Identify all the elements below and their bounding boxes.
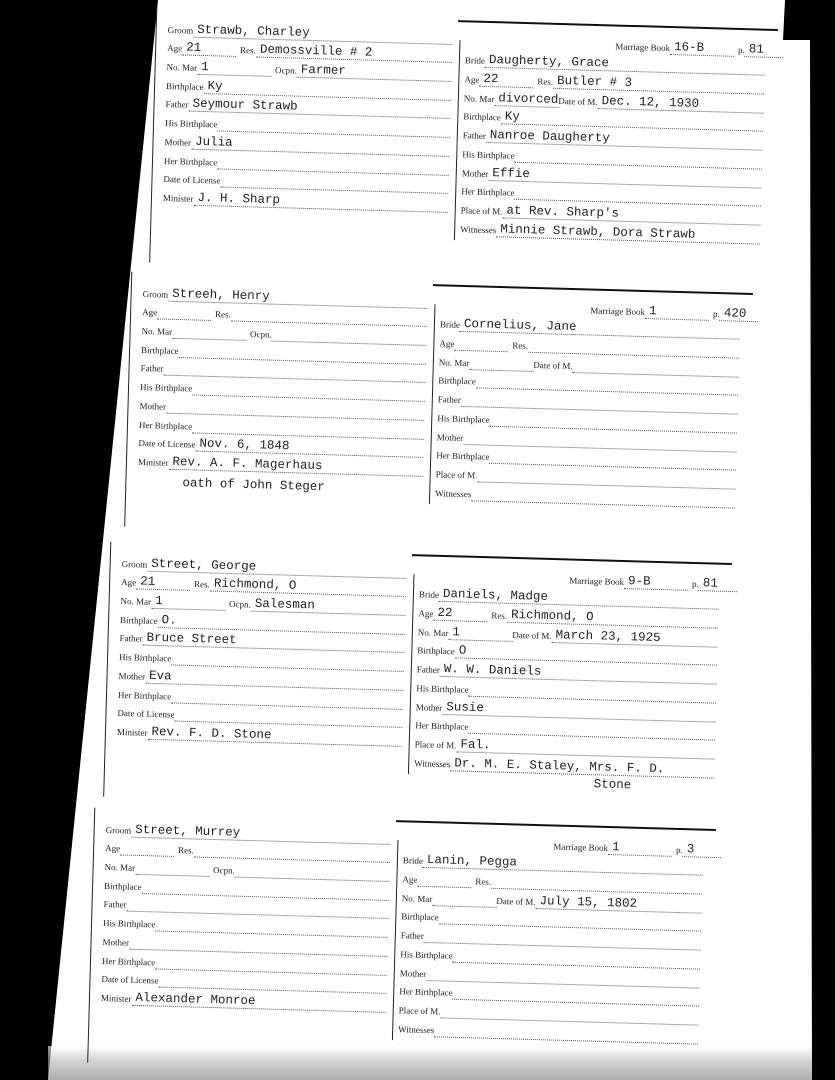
field-label: Witnesses [398, 1023, 435, 1035]
field-label: Mother [436, 431, 464, 443]
field-value-mother: Effie [488, 166, 762, 189]
field-value-place-of-m: Fal. [456, 737, 715, 759]
field-label: Birthplace [401, 911, 439, 923]
field-value-ocpn: Salesman [251, 597, 406, 616]
field-label: Her Birthplace [117, 689, 172, 701]
field-value-age: 21 [136, 575, 190, 592]
column-divider [454, 40, 461, 240]
field-value-groom: Street, George [147, 556, 407, 578]
field-label: Minister [162, 192, 194, 204]
field-label: Mother [164, 136, 192, 148]
bride-section [397, 830, 703, 1064]
field-label: Birthplace [417, 645, 455, 657]
field-value-marriage-book: 1 [645, 304, 709, 321]
field-value-mother: Susie [442, 700, 716, 723]
field-label: Minister [116, 726, 148, 738]
field-label: Birthplace [438, 375, 476, 387]
field-label: Birthplace [463, 111, 501, 123]
field-label: No. Mar [120, 596, 152, 607]
field-label: Witnesses [435, 487, 472, 499]
field-value-place-of-m: at Rev. Sharp's [502, 203, 761, 225]
field-label: Ocpn. [249, 329, 272, 340]
field-label: p. [675, 844, 683, 855]
field-value-groom: Street, Murrey [131, 822, 391, 844]
field-value-birthplace: Ky [501, 110, 764, 132]
field-label: Date of M. [512, 629, 552, 641]
field-label: Groom [167, 24, 194, 36]
field-label: Age [105, 843, 121, 854]
field-label: No. Mar [463, 93, 495, 104]
field-value-minister: Rev. A. F. Magerhaus [168, 455, 423, 477]
field-label: Res. [491, 610, 508, 621]
field-label: Father [103, 899, 127, 911]
field-label: His Birthplace [139, 382, 193, 394]
field-label: Marriage Book [569, 575, 625, 587]
field-label: No. Mar [417, 627, 449, 638]
field-label: Mother [399, 967, 427, 979]
marriage-record-card [162, 18, 768, 260]
field-value-no-mar: 1 [151, 594, 225, 611]
bride-note: Stone [593, 776, 632, 792]
field-label: Mother [102, 936, 130, 948]
field-value-birthplace: O. [157, 613, 405, 635]
field-label: Ocpn. [274, 65, 297, 76]
field-label: Birthplace [140, 344, 179, 356]
field-value-date-of-m: July 15, 1802 [535, 894, 702, 914]
field-label: Age [439, 338, 455, 349]
field-label: Age [418, 608, 434, 619]
field-value-res: Richmond, O [507, 608, 719, 629]
groom-section [116, 552, 407, 771]
field-value-birthplace: O [455, 644, 718, 666]
field-label: Father [165, 99, 189, 111]
field-value-minister: Alexander Monroe [131, 991, 386, 1013]
field-label: Res. [475, 876, 492, 887]
field-label: Mother [118, 670, 146, 682]
field-label: Res. [537, 76, 554, 87]
field-value-marriage-book: 1 [608, 840, 672, 857]
field-label: Her Birthplace [415, 720, 469, 732]
field-label: Marriage Book [553, 841, 609, 853]
field-label: His Birthplace [416, 683, 469, 695]
field-label: Father [140, 363, 164, 375]
field-label: Date of License [117, 708, 175, 720]
field-value-marriage-book: 9-B [624, 574, 688, 591]
field-label: Res. [512, 340, 529, 351]
field-label: Her Birthplace [399, 986, 453, 998]
field-label: Her Birthplace [163, 155, 218, 167]
field-label: His Birthplace [102, 918, 156, 930]
field-value-groom: Strawb, Charley [193, 22, 453, 44]
field-label: Date of License [163, 174, 221, 186]
bride-section [413, 564, 719, 798]
field-label: His Birthplace [437, 413, 490, 425]
field-label: Age [121, 577, 137, 588]
field-label: Date of License [138, 438, 196, 450]
column-divider [392, 840, 399, 1040]
field-label: Ocpn. [212, 865, 235, 876]
groom-note: oath of John Steger [182, 476, 326, 495]
field-label: Age [142, 307, 158, 318]
field-label: Bride [402, 855, 424, 867]
field-label: Place of M. [414, 739, 457, 751]
groom-section [162, 18, 453, 237]
field-label: No. Mar [166, 62, 198, 73]
field-value-res: Demossville # 2 [256, 43, 453, 63]
field-label: Res. [239, 45, 257, 56]
field-value-bride: Daniels, Madge [439, 587, 719, 610]
field-label: Her Birthplace [461, 186, 515, 198]
field-label: Mother [415, 701, 443, 713]
field-value-bride: Lanin, Pegga [423, 853, 703, 876]
field-label: Age [464, 74, 480, 85]
field-label: Place of M. [460, 205, 503, 217]
field-value-ocpn: Farmer [297, 63, 452, 82]
field-value-date-of-m: March 23, 1925 [551, 628, 718, 648]
field-label: Birthplace [103, 880, 142, 892]
field-value-minister: J. H. Sharp [193, 191, 448, 213]
field-label: Date of M. [558, 95, 598, 107]
field-label: Minister [137, 456, 169, 468]
field-value-age: 22 [433, 606, 487, 623]
field-value-age: 22 [479, 72, 533, 89]
field-value-birthplace: Ky [203, 79, 451, 101]
groom-section [137, 282, 428, 501]
field-label: Birthplace [119, 614, 158, 626]
field-label: Mother [461, 167, 489, 179]
field-label: Date of M. [496, 895, 536, 907]
field-label: His Birthplace [118, 652, 172, 664]
field-value-page: 81 [745, 42, 784, 58]
field-label: Res. [177, 845, 195, 856]
field-label: Witnesses [414, 757, 451, 769]
field-label: Father [437, 394, 461, 406]
field-value-no-mar: 1 [197, 60, 271, 77]
field-value-date-of-license: Nov. 6, 1848 [195, 437, 423, 458]
field-label: Place of M. [435, 469, 478, 481]
marriage-record-card [100, 818, 706, 1060]
field-value-page: 420 [720, 306, 759, 322]
field-label: p. [691, 578, 699, 589]
field-label: Bride [439, 319, 461, 331]
field-label: Res. [193, 579, 211, 590]
field-label: Her Birthplace [101, 955, 156, 967]
field-value-father: Bruce Street [142, 631, 404, 653]
field-value-mother: Eva [145, 669, 404, 691]
field-label: Witnesses [460, 223, 497, 235]
field-label: Father [462, 130, 486, 142]
field-value-father: Nanroe Daugherty [486, 128, 763, 151]
column-divider [408, 574, 415, 774]
groom-section [100, 818, 391, 1037]
field-value-res: Butler # 3 [553, 74, 765, 95]
field-value-bride: Cornelius, Jane [460, 317, 740, 340]
marriage-record-card [137, 282, 747, 524]
field-label: Date of M. [533, 359, 573, 371]
field-label: Res. [214, 309, 232, 320]
field-value-groom: Streeh, Henry [168, 286, 428, 308]
field-label: p. [712, 308, 720, 319]
field-label: No. Mar [401, 893, 433, 904]
bride-section [459, 30, 765, 264]
field-value-minister: Rev. F. D. Stone [147, 725, 402, 747]
field-label: No. Mar [141, 326, 173, 337]
field-value-mother: Julia [191, 135, 450, 157]
field-label: Date of License [101, 974, 159, 986]
field-value-witnesses: Dr. M. E. Staley, Mrs. F. D. [450, 756, 714, 778]
field-value-no-mar: divorced [494, 91, 558, 108]
field-label: Father [416, 664, 440, 676]
field-label: His Birthplace [164, 118, 218, 130]
field-label: Marriage Book [590, 305, 646, 317]
field-value-witnesses: Minnie Strawb, Dora Strawb [496, 222, 760, 244]
field-label: Place of M. [398, 1005, 441, 1017]
field-label: His Birthplace [400, 949, 453, 961]
field-label: Groom [142, 288, 169, 300]
field-value-page: 81 [699, 576, 738, 592]
field-label: Marriage Book [615, 41, 671, 53]
field-value-father: W. W. Daniels [440, 662, 717, 685]
field-label: No. Mar [438, 357, 470, 368]
field-value-age: 21 [182, 41, 236, 58]
field-label: Mother [139, 400, 167, 412]
field-label: Her Birthplace [436, 450, 490, 462]
field-label: Age [402, 874, 418, 885]
bride-section [434, 294, 747, 528]
field-value-date-of-m: Dec. 12, 1930 [597, 94, 764, 114]
field-label: Groom [121, 558, 148, 570]
field-label: Ocpn. [228, 599, 251, 610]
column-divider [429, 304, 436, 504]
field-value-page: 3 [683, 842, 722, 858]
field-label: No. Mar [104, 862, 136, 873]
field-label: Father [119, 633, 143, 645]
field-label: His Birthplace [462, 149, 515, 161]
marriage-record-card [116, 552, 722, 794]
field-value-res: Richmond, O [210, 577, 407, 597]
field-label: Birthplace [165, 80, 204, 92]
field-label: Bride [418, 589, 440, 601]
field-label: Age [167, 43, 183, 54]
field-label: Groom [105, 824, 132, 836]
field-label: Her Birthplace [138, 419, 193, 431]
field-value-bride: Daugherty, Grace [485, 53, 765, 76]
field-value-father: Seymour Strawb [188, 97, 450, 119]
field-value-no-mar: 1 [448, 625, 512, 642]
field-label: Father [400, 930, 424, 942]
field-label: Minister [100, 992, 132, 1004]
field-label: Bride [464, 55, 486, 67]
field-value-marriage-book: 16-B [670, 40, 734, 57]
field-label: p. [737, 44, 745, 55]
